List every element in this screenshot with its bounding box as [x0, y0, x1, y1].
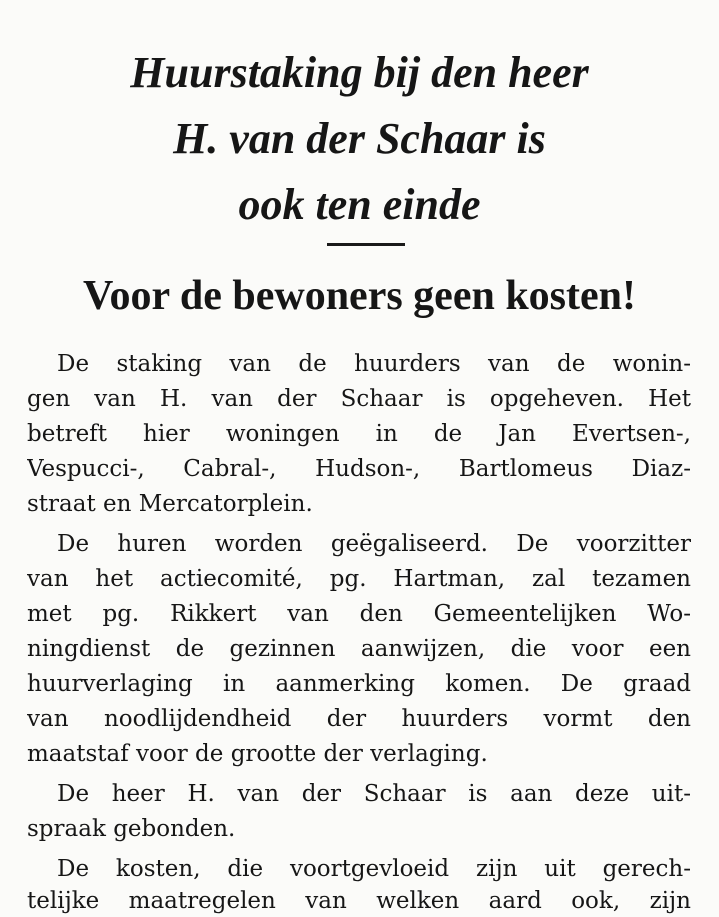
headline-divider	[327, 243, 405, 246]
body-line: straat en Mercatorplein.	[27, 491, 313, 517]
subheadline: Voor de bewoners geen kosten!	[83, 273, 636, 319]
body-line: De staking van de huurders van de wonin-	[57, 351, 691, 377]
body-line: De heer H. van der Schaar is aan deze uit-	[57, 781, 691, 807]
body-line: huurverlaging in aanmerking komen. De graad	[27, 671, 691, 697]
body-line: met pg. Rikkert van den Gemeentelijken Wo-	[27, 601, 691, 627]
body-line: van het actiecomité, pg. Hartman, zal tezamen	[27, 566, 691, 592]
headline-line-2: H. van der Schaar is	[173, 114, 546, 163]
body-line: Vespucci-, Cabral-, Hudson-, Bartlomeus Diaz-	[27, 456, 691, 482]
headline-line-3: ook ten einde	[238, 180, 481, 229]
body-line: gen van H. van der Schaar is opgeheven. Het	[27, 386, 691, 412]
body-line: maatstaf voor de grootte der verlaging.	[27, 741, 488, 767]
body-line: ningdienst de gezinnen aanwijzen, die voor een	[27, 636, 691, 662]
body-line: telijke maatregelen van welken aard ook, zijn	[27, 888, 691, 914]
body-line: betreft hier woningen in de Jan Evertsen-,	[27, 421, 691, 447]
body-line: De huren worden geëgaliseerd. De voorzitter	[57, 531, 691, 557]
body-line: De kosten, die voortgevloeid zijn uit gerech-	[57, 856, 691, 882]
body-line: spraak gebonden.	[27, 816, 236, 842]
headline-line-1: Huurstaking bij den heer	[130, 48, 589, 97]
body-line: van noodlijdendheid der huurders vormt den	[27, 706, 691, 732]
